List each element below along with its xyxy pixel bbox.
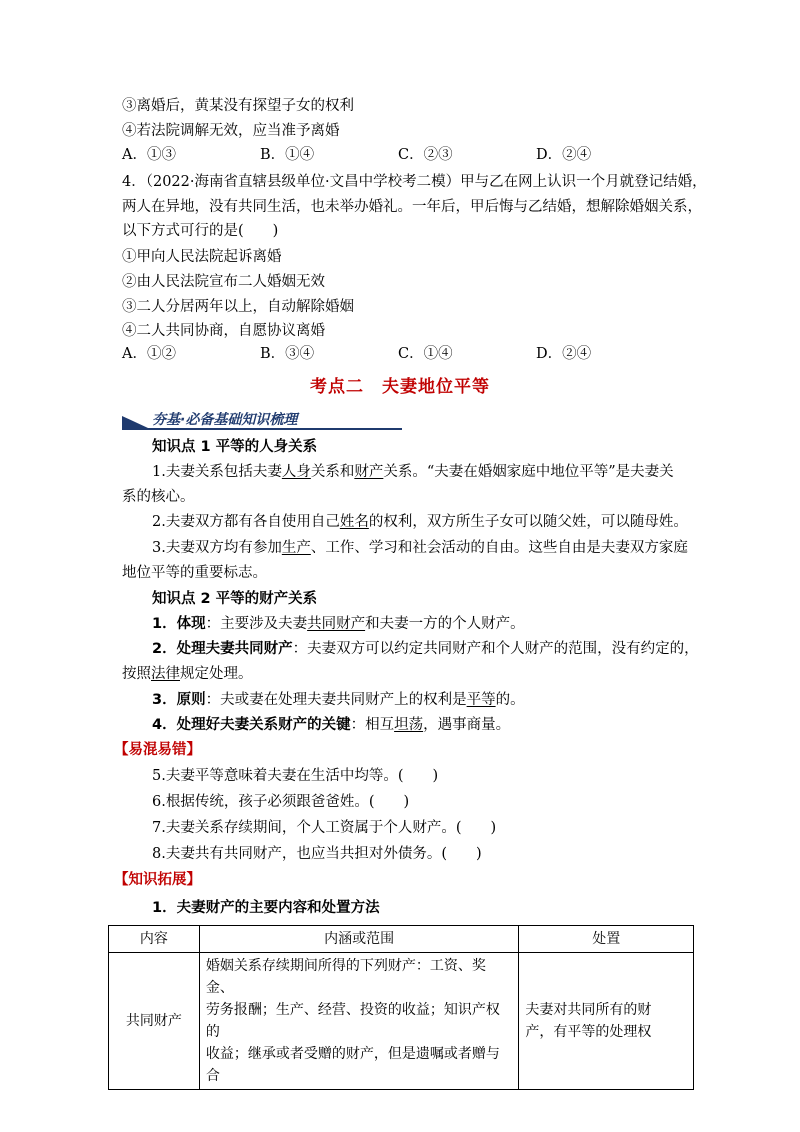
extension-subtitle: 1．夫妻财产的主要内容和处置方法 [152, 900, 380, 916]
blank-answer: 人身 [281, 464, 311, 480]
blank-answer: 法律 [151, 666, 180, 682]
q4-stem-line-3: 以下方式可行的是( ) [122, 223, 279, 239]
q4-choice-c[interactable]: C．①④ [398, 346, 453, 362]
q3-answer-choices [122, 145, 682, 165]
q3-option-4: ④若法院调解无效，应当准予离婚 [122, 123, 340, 139]
kp1-title: 知识点 1 平等的人身关系 [152, 439, 318, 455]
kp1-para-3-cont: 地位平等的重要标志。 [122, 565, 267, 581]
q3-choice-d[interactable]: D．②④ [536, 147, 592, 163]
kp2-para-1: 1．体现：主要涉及夫妻共同财产和夫妻一方的个人财产。 [152, 616, 525, 632]
kp2-title: 知识点 2 平等的财产关系 [152, 591, 318, 607]
table-header-cell: 内涵或范围 [199, 926, 519, 953]
kp2-para-4: 4．处理好夫妻关系财产的关键：相互坦荡，遇事商量。 [152, 717, 511, 733]
q3-choice-a[interactable]: A．①③ [122, 147, 176, 163]
q4-choice-a[interactable]: A．①② [122, 346, 176, 362]
blank-answer: 共同财产 [307, 616, 366, 632]
table-cell-category: 共同财产 [109, 953, 200, 1090]
q4-option-2: ②由人民法院宣布二人婚姻无效 [122, 274, 325, 290]
confusion-item: 8.夫妻共有共同财产，也应当共担对外债务。( ) [152, 846, 482, 862]
q4-choice-d[interactable]: D．②④ [536, 346, 592, 362]
property-table [108, 925, 694, 1090]
kp1-para-1: 1.夫妻关系包括夫妻人身关系和财产关系。“夫妻在婚姻家庭中地位平等”是夫妻关 [152, 464, 674, 480]
blank-answer: 姓名 [339, 514, 369, 530]
kp2-para-2: 2．处理夫妻共同财产：夫妻双方可以约定共同财产和个人财产的范围，没有约定的， [152, 641, 699, 657]
kp2-para-2-cont: 按照法律规定处理。 [122, 666, 253, 682]
blank-answer: 生产 [281, 540, 311, 556]
q4-option-4: ④二人共同协商，自愿协议离婚 [122, 323, 325, 339]
blank-answer: 坦荡 [394, 717, 424, 733]
q3-choice-c[interactable]: C．②③ [398, 147, 453, 163]
kp1-para-1-cont: 系的核心。 [122, 489, 195, 505]
table-row [109, 953, 694, 1090]
q3-choice-b[interactable]: B．①④ [260, 147, 315, 163]
kp1-para-2: 2.夫妻双方都有各自使用自己姓名的权利，双方所生子女可以随父姓，可以随母姓。 [152, 514, 688, 530]
banner-text: 夯基·必备基础知识梳理 [152, 412, 298, 428]
table-header-row [109, 926, 694, 953]
section-title: 考点二 夫妻地位平等 [310, 377, 490, 397]
table-cell-scope: 婚姻关系存续期间所得的下列财产：工资、奖金、 劳务报酬；生产、经营、投资的收益；知识产权的 收益；继承或者受赠的财产，但是遗嘱或者赠与合 [199, 953, 519, 1090]
q3-option-3: ③离婚后，黄某没有探望子女的权利 [122, 98, 354, 114]
q4-option-1: ①甲向人民法院起诉离婚 [122, 249, 282, 265]
banner-wedge-decoration [122, 416, 148, 428]
kp1-para-3: 3.夫妻双方均有参加生产、工作、学习和社会活动的自由。这些自由是夫妻双方家庭 [152, 540, 688, 556]
confusion-item: 7.夫妻关系存续期间，个人工资属于个人财产。( ) [152, 820, 497, 836]
confusion-item: 6.根据传统，孩子必须跟爸爸姓。( ) [152, 794, 410, 810]
q4-answer-choices [122, 344, 682, 364]
property-table-wrapper [108, 925, 696, 1084]
kp2-para-3: 3．原则：夫或妻在处理夫妻共同财产上的权利是平等的。 [152, 692, 525, 708]
blank-answer: 财产 [354, 464, 384, 480]
table-header-cell: 内容 [109, 926, 200, 953]
table-cell-disposal: 夫妻对共同所有的财 产，有平等的处理权 [519, 953, 694, 1090]
section-banner [122, 408, 402, 430]
confusion-tag: 【易混易错】 [114, 742, 201, 758]
blank-answer: 平等 [466, 692, 496, 708]
table-header-cell: 处置 [519, 926, 694, 953]
q4-choice-b[interactable]: B．③④ [260, 346, 315, 362]
confusion-item: 5.夫妻平等意味着夫妻在生活中均等。( ) [152, 768, 439, 784]
extension-tag: 【知识拓展】 [114, 872, 201, 888]
q4-option-3: ③二人分居两年以上，自动解除婚姻 [122, 299, 354, 315]
q4-stem-line-2: 两人在异地，没有共同生活，也未举办婚礼。一年后，甲后悔与乙结婚，想解除婚姻关系， [122, 199, 702, 215]
q4-stem-line-1: 4．（2022·海南省直辖县级单位·文昌中学校考二模）甲与乙在网上认识一个月就登记结婚， [122, 174, 707, 190]
